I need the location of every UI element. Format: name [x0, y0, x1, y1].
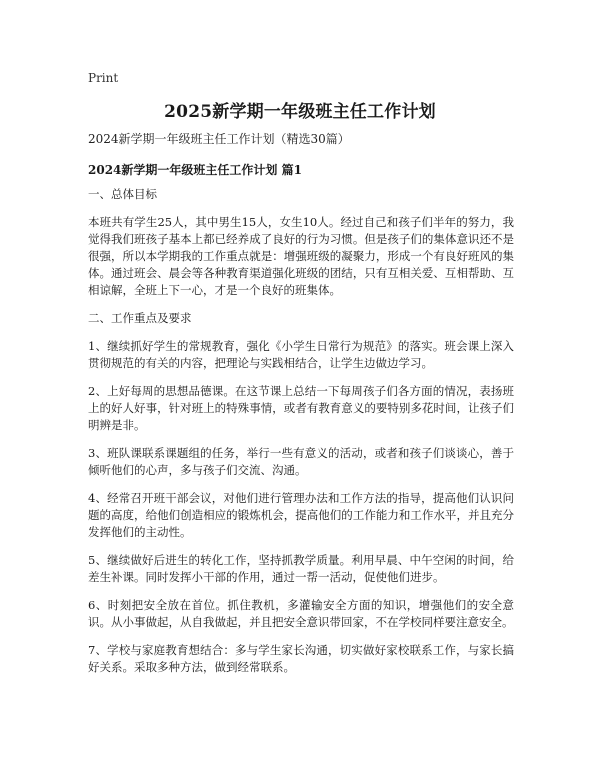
heading-work-focus: 二、工作重点及要求 [88, 311, 192, 325]
list-item: 6、时刻把安全放在首位。抓住教机，多灌输安全方面的知识，增强他们的安全意识。从小事做起，从自我做起，并且把安全意识带回家，不在学校同样要注意安全。 [88, 598, 514, 629]
intro-paragraph: 本班共有学生25人，其中男生15人，女生10人。经过自己和孩子们半年的努力，我觉得我们班孩子基本上都已经养成了良好的行为习惯。但是孩子们的集体意识还不是很强，所以本学期我的工作重点就是：增强班级的凝聚力，形成一个有良好班风的集体。通过班会、晨会等各种教育渠道强化班级的团结，只有互相关爱、互相帮助、互相谅解，全班上下一心，才是一个良好的班集体。 [88, 215, 514, 297]
page-title: 2025新学期一年级班主任工作计划 [164, 102, 436, 122]
list-item: 4、经常召开班干部会议，对他们进行管理办法和工作方法的指导，提高他们认识问题的高度，给他们创造相应的锻炼机会，提高他们的工作能力和工作水平，并且充分发挥他们的主动性。 [88, 491, 514, 539]
list-item: 3、班队课联系课题组的任务，举行一些有意义的活动，或者和孩子们谈谈心，善于倾听他们的心声，多与孩子们交流、沟通。 [88, 446, 514, 477]
list-item: 1、继续抓好学生的常规教育，强化《小学生日常行为规范》的落实。班会课上深入贯彻规范的有关的内容，把理论与实践相结合，让学生边做边学习。 [88, 339, 514, 370]
list-item: 5、继续做好后进生的转化工作，坚持抓教学质量。利用早晨、中午空闲的时间，给差生补课。同时发挥小干部的作用，通过一帮一活动，促使他们进步。 [88, 553, 514, 584]
document-body [88, 186, 514, 687]
document-subtitle: 2024新学期一年级班主任工作计划（精选30篇） [88, 132, 350, 146]
section-heading: 2024新学期一年级班主任工作计划 篇1 [88, 163, 302, 177]
list-item: 2、上好每周的思想品德课。在这节课上总结一下每周孩子们各方面的情况，表扬班上的好人好事，针对班上的特殊事情，或者有教育意义的要特别多花时间，让孩子们明辨是非。 [88, 384, 514, 432]
list-item: 7、学校与家庭教育想结合：多与学生家长沟通，切实做好家校联系工作，与家长搞好关系。采取多种方法，做到经常联系。 [88, 643, 514, 674]
heading-overall-goal: 一、总体目标 [88, 187, 157, 201]
print-label: Print [88, 71, 119, 85]
